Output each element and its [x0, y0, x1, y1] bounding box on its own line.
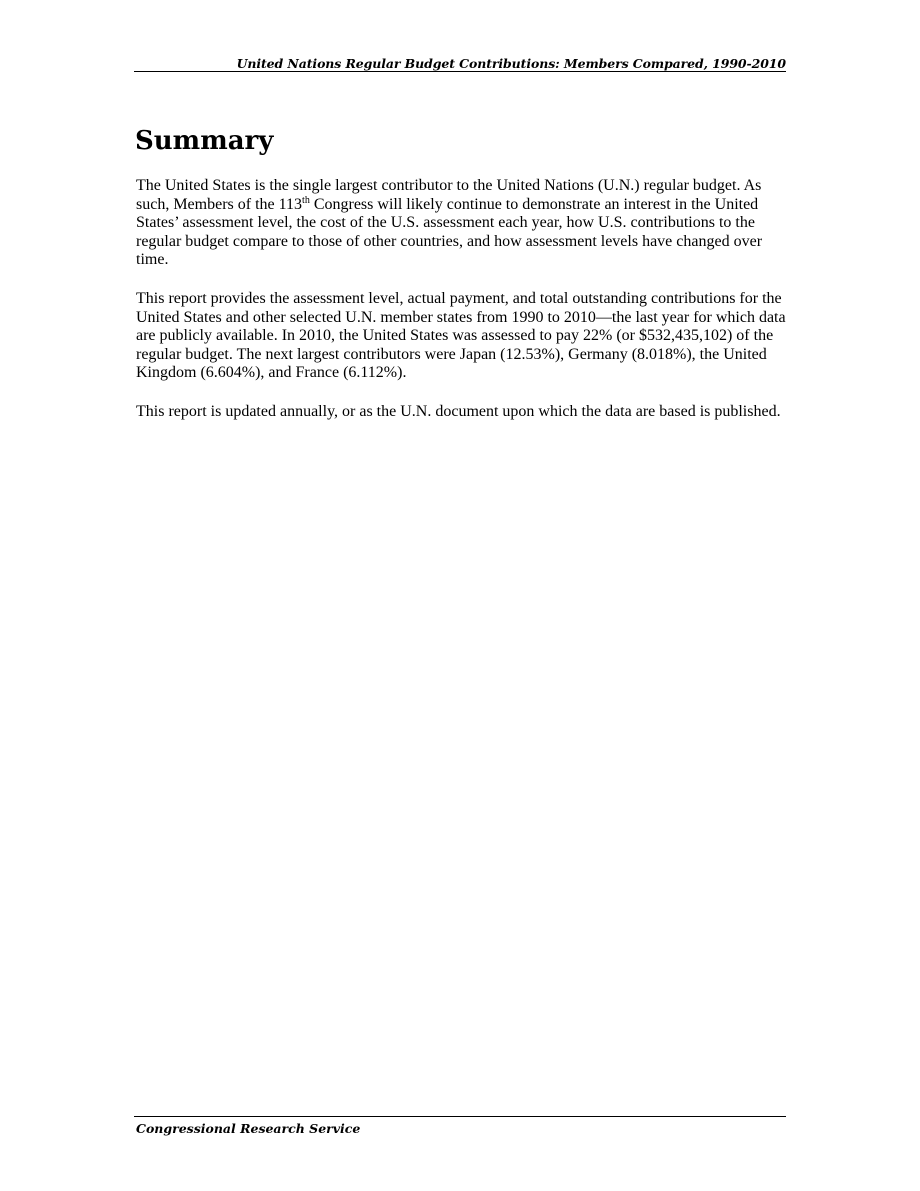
summary-paragraph-2: This report provides the assessment level, actual payment, and total outstanding contributions for the United States and other selected U.N. member states from 1990 to 2010—the last year for which data are publicly available. In 2010, the United States was assessed to pay 22% (or $532,435,102) of the regular budget. The next largest contributors were Japan (12.53%), Germany (8.018%), the United Kingdom (6.604%), and France (6.112%).	[136, 289, 786, 382]
ordinal-superscript: th	[302, 194, 310, 206]
running-header: United Nations Regular Budget Contributions: Members Compared, 1990-2010	[236, 56, 786, 71]
footer-rule	[134, 1116, 786, 1117]
footer-organization: Congressional Research Service	[136, 1121, 361, 1136]
header-rule	[134, 71, 786, 72]
summary-paragraph-3: This report is updated annually, or as the U.N. document upon which the data are based is published.	[136, 402, 781, 420]
section-heading: Summary	[135, 126, 274, 156]
summary-body	[136, 177, 788, 442]
paragraph-1-text-start: The United States is the single largest contributor to the United Nations (U.N.) regular budget. As such, Members of the 113	[136, 177, 762, 213]
summary-paragraph-1	[136, 177, 788, 270]
paragraph-1-text-end: Congress will likely continue to demonstrate an interest in the United States’ assessment level, the cost of the U.S. assessment each year, how U.S. contributions to the regular budget compare to those of other countries, and how assessment levels have changed over time.	[136, 195, 763, 269]
